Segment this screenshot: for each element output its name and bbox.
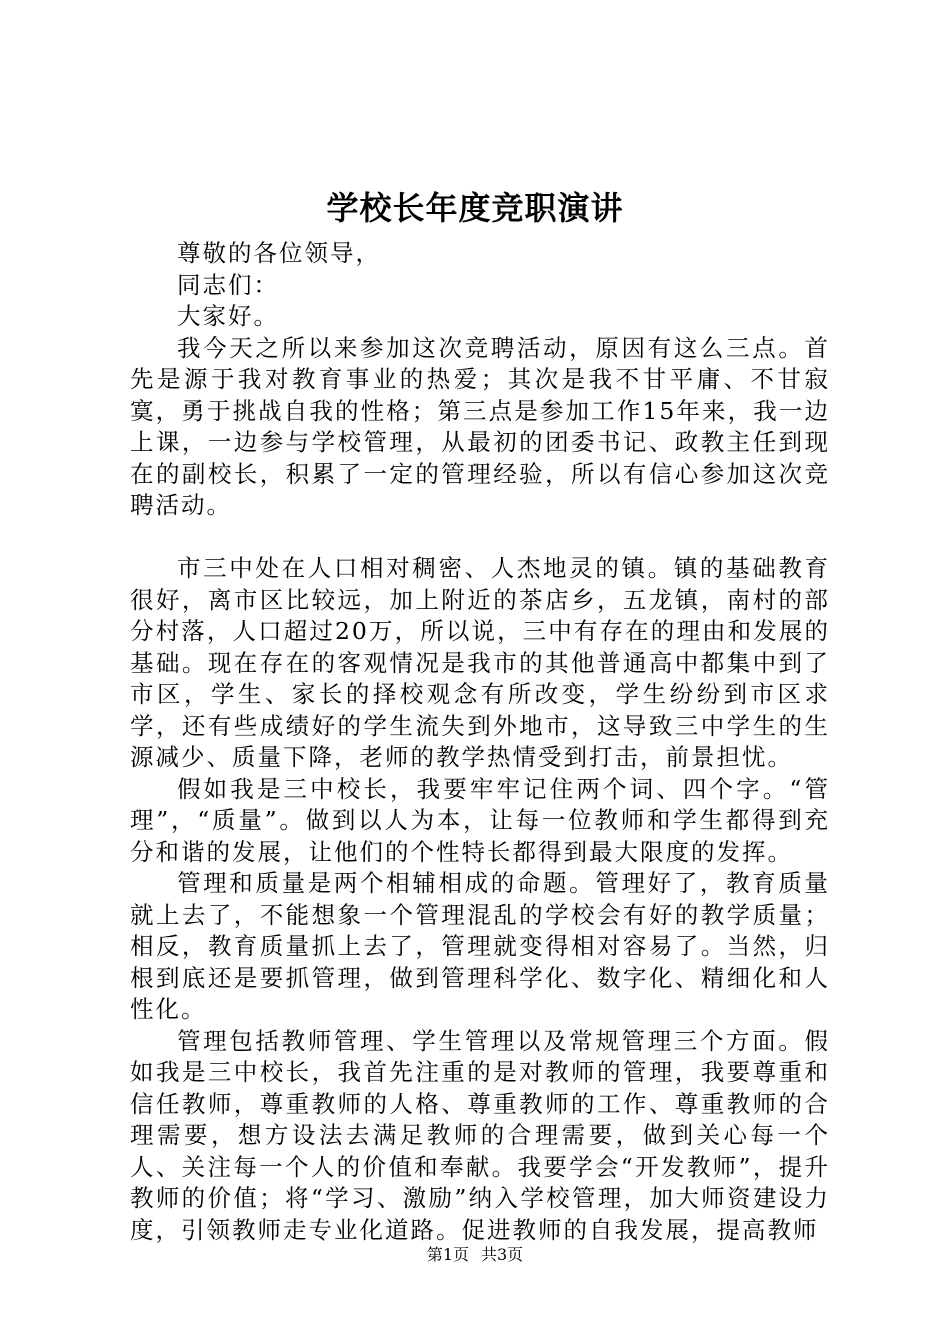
- salutation-line: 尊敬的各位领导，: [177, 239, 381, 267]
- paragraph: 假如我是三中校长，我要牢牢记住两个词、四个字。“管理”，“质量”。做到以人为本，让每一位教师和学生都得到充分和谐的发展，让他们的个性特长都得到最大限度的发挥。: [130, 774, 830, 866]
- paragraph: 管理和质量是两个相辅相成的命题。管理好了，教育质量就上去了，不能想象一个管理混乱的学校会有好的教学质量；相反，教育质量抓上去了，管理就变得相对容易了。当然，归根到底还是要抓管理，做到管理科学化、数字化、精细化和人性化。: [130, 869, 830, 1023]
- paragraph-spacer: [130, 522, 830, 554]
- page-footer: [0, 1244, 950, 1266]
- paragraph: 我今天之所以来参加这次竞聘活动，原因有这么三点。首先是源于我对教育事业的热爱；其次是我不甘平庸、不甘寂寞，勇于挑战自我的性格；第三点是参加工作15年来，我一边上课，一边参与学校管理，从最初的团委书记、政教主任到现在的副校长，积累了一定的管理经验，所以有信心参加这次竞聘活动。: [130, 333, 830, 519]
- document-body: [130, 238, 830, 1246]
- page-number-current: 第1页: [426, 1245, 469, 1264]
- salutation-line: 大家好。: [177, 302, 279, 330]
- paragraph: 市三中处在人口相对稠密、人杰地灵的镇。镇的基础教育很好，离市区比较远，加上附近的茶店乡，五龙镇，南村的部分村落，人口超过20万，所以说，三中有存在的理由和发展的基础。现在存在的客观情况是我市的其他普通高中都集中到了市区，学生、家长的择校观念有所改变，学生纷纷到市区求学，还有些成绩好的学生流失到外地市，这导致三中学生的生源减少、质量下降，老师的教学热情受到打击，前景担忧。: [130, 554, 830, 771]
- salutation-line: 同志们：: [177, 270, 279, 299]
- page-number-total: 共3页: [481, 1245, 524, 1264]
- document-title: 学校长年度竞职演讲: [326, 189, 624, 227]
- paragraph: 管理包括教师管理、学生管理以及常规管理三个方面。假如我是三中校长，我首先注重的是对教师的管理，我要尊重和信任教师，尊重教师的人格、尊重教师的工作、尊重教师的合理需要，想方设法去满足教师的合理需要，做到关心每一个人、关注每一个人的价值和奉献。我要学会“开发教师”，提升教师的价值；将“学习、激励”纳入学校管理，加大师资建设力度，引领教师走专业化道路。促进教师的自我发展，提高教师: [130, 1026, 830, 1244]
